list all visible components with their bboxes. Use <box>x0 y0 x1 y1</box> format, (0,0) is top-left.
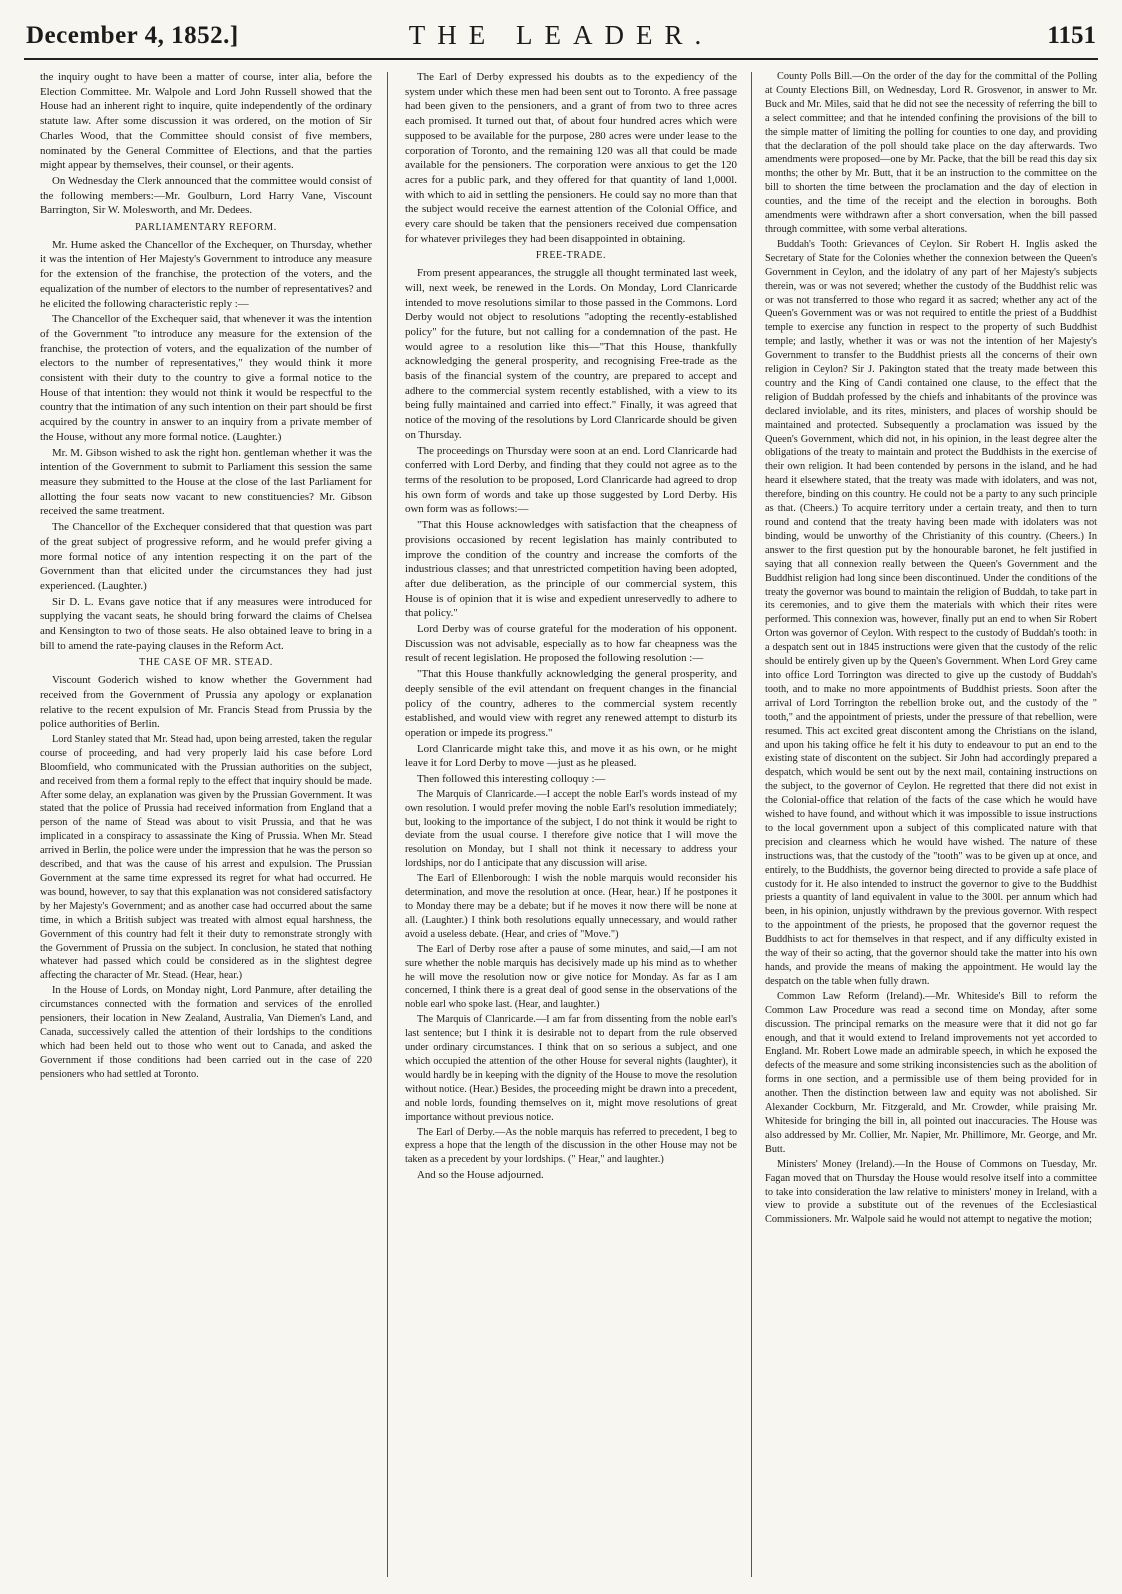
paragraph: Common Law Reform (Ireland).—Mr. Whiteside's Bill to reform the Common Law Procedure was read a second time on Monday, after some discussion. The principal remarks on the measure were that it did not go far enough, and that it would extend to Ireland improvements not yet accorded to England. Mr. Robert Lowe made an admirable speech, in which he exposed the defects of the measure and some striking inconsistencies such as the abolition of forms in one section, and a permissible use of them being provided for in another. Then the distinction between law and equity was not abolished. Sir Alexander Cockburn, Mr. Fitzgerald, and Mr. Crowder, while praising Mr. Whiteside for bringing the bill in, all pointed out inaccuracies. The House was also addressed by Mr. Collier, Mr. Napier, Mr. Phillimore, Mr. George, and Mr. Butt. <box>765 990 1097 1155</box>
paragraph: Viscount Goderich wished to know whether the Government had received from the Government of Prussia any apology or explanation relative to the recent expulsion of Mr. Francis Stead from Prussia by the police authorities of Berlin. <box>40 674 372 731</box>
paragraph: Sir D. L. Evans gave notice that if any measures were introduced for supplying the vacant seats, he should bring forward the claims of Chelsea and Kensington to two of those seats. He also obtained leave to bring in a bill to amend the rate-paying clauses in the Reform Act. <box>40 595 372 652</box>
paragraph: Mr. Hume asked the Chancellor of the Exchequer, on Thursday, whether it was the intention of Her Majesty's Government to introduce any measure for the extension of the franchise, the protection of the voters, and the equalization of the number of electors to the number of representatives? and he elicited the following characteristic reply :— <box>40 238 372 310</box>
quoted-resolution: "That this House thankfully acknowledging the general prosperity, and deeply sensible of the evil attendant on frequent changes in the financial policy of the country, adheres to the commercial system recently established, and would view with regret any renewed attempt to disturb its operation or impede its progress." <box>405 668 737 739</box>
paragraph: County Polls Bill.—On the order of the day for the committal of the Polling at County Elections Bill, on Wednesday, Lord R. Grosvenor, in answer to Mr. Buck and Mr. Miles, said that he did not see the necessity of referring the bill to a select committee; and that he intended confining the provisions of the bill to the simple matter of limiting the polling for counties to one day, and providing that the declaration of the poll should take place on the day afterwards. Two amendments were proposed—one by Mr. Packe, that the bill be read this day six months; the other by Mr. Butt, that it be an instruction to the committee on the bill to shorten the time between the proclamation and the day of election in counties, and the time of the receipt and the election in boroughs. Both amendments were withdrawn after a short conversation, when the bill passed through committee, with some verbal alterations. <box>765 71 1097 235</box>
page-number: 1151 <box>1047 22 1096 49</box>
issue-date: December 4, 1852.] <box>26 22 239 49</box>
paragraph: The Earl of Derby.—As the noble marquis has referred to precedent, I beg to express a hope that the length of the discussion in the other House may not be taken as a precedent by your lordships. (" Hear," and laughter.) <box>405 1126 737 1166</box>
newspaper-title: THE LEADER. <box>408 20 714 50</box>
column-1 <box>40 70 372 1582</box>
paragraph: the inquiry ought to have been a matter of course, inter alia, before the Election Committee. Mr. Walpole and Lord John Russell showed that the House had an inherent right to inquire, quite independently of the ordinary statute law. After some discussion it was ordered, on the motion of Sir Charles Wood, that the Committee should consist of five members, nominated by the General Committee of Elections, and that the parties might appear by themselves, their counsel, or their agents. <box>40 71 372 172</box>
column-3 <box>765 70 1097 1582</box>
paragraph: Ministers' Money (Ireland).—In the House of Commons on Tuesday, Mr. Fagan moved that on Thursday the House would resolve itself into a committee to take into consideration the law relative to ministers' money in Ireland, with a view to provide a substitute out of the revenues of the Ecclesiastical Commissioners. Mr. Walpole said he would not attempt to negative the motion; <box>765 1158 1097 1226</box>
paragraph: Lord Derby was of course grateful for the moderation of his opponent. Discussion was not advisable, especially as to how far cheapness was the result of recent legislation. He proposed the following resolution :— <box>405 623 737 665</box>
paragraph: On Wednesday the Clerk announced that the committee would consist of the following members:—Mr. Goulburn, Lord Harry Vane, Viscount Barrington, Sir W. Molesworth, and Mr. Dedees. <box>40 174 372 217</box>
paragraph: Buddah's Tooth: Grievances of Ceylon. Sir Robert H. Inglis asked the Secretary of State for the Colonies whether the connexion between the Queen's Government in Ceylon, and the idolatry of any part of her Majesty's subjects therein, was or was not severed; whether the custody of the Buddhist relic was or was not transferred to those who regard it as sacred; whether any act of the Queen's Government was or was not required to entitle the priest of a Buddhist temple to exercise any function in respect to the property of such Buddhist temple; and lastly, whether it was or was not the intention of her Majesty's Government to transfer to the Buddhist priests all the concerns of their own religion in Ceylon? Sir J. Pakington stated that the treaty made between this country and the King of Candi contained one clause, to the effect that the religion of Buddah professed by the chiefs and inhabitants of the province was declared inviolable, and its rites, ministers, and places of worship should be maintained and protected. Subsequently a proclamation was issued by the Queen's Government, which did not, in his opinion, in the least degree alter the obligations of the treaty to maintain and protect the Buddhists in the exercise of their own religion. It had been contended by persons in the island, and he had heard it elsewhere stated, that the treaty was made with idolaters, and was not, therefore, binding on this country. He could not be a party to any such principle as that. (Cheers.) To acquire territory under a certain treaty, and then to turn round and contend that the treaty having been made with idolaters was not binding, would be unworthy of the Christianity of this country. (Cheers.) In answer to the first question put by the honourable baronet, he felt justified in saying that all connexion really between the Queen's Government and the Buddhist religion had long since been discontinued. Under the conditions of the treaty the governor was bound to maintain the religion of Buddah, to take part in its ceremonies, and to give them the materials with which their rites were performed. This connexion was, however, finally put an end to when Sir Robert Orton was governor of Ceylon. With respect to the custody of Buddah's tooth: in a despatch sent out in 1845 instructions were given that the custody of the relic should be entirely given up by the Queen's Government. When Lord Grey came into office Lord Torrington was directed to give up the custody of Buddah's tooth, and to make no more appointments of Buddhist priests. Soon after the arrival of Lord Torrington the rebellion broke out, and the custody of the " tooth," and the appointment of priests, under the pressure of that rebellion, were resumed. This act excited great discontent among the Christians on the island, and upon his taking office he felt it his duty to endeavour to put an end to the existing state of discontent on the subject. Sir John had accordingly prepared a despatch, which would be sent out by the next mail, containing instructions on the subject, to the governor of Ceylon. He regretted that there did not exist in the Colonial-office that relation of the facts of the case which he would have wished to have found, and without which it was impossible to issue instructions to the local government upon a subject of this complicated nature with that precision and clearness which he would have wished. The nature of these instructions was, that the custody of the "tooth" was to be given up at once, and entirely, to the Buddhists, the governor being directed to provide a safe place of custody for it. He also intended to instruct the governor to give to the Buddhist priests a quantity of land equivalent in value to the 300l. per annum which had been, in his opinion, unjustly withdrawn by the previous governor. With respect to the appointment of the priests, he proposed that the governor request the Buddhists to act for themselves in that respect, and if any difficulty existed in the way of their so acting, that the governor should take the matter into his own hands, and provide the means of making the appointment. He would lay the despatch on the table when fully drawn. <box>765 238 1097 987</box>
paragraph: In the House of Lords, on Monday night, Lord Panmure, after detailing the circumstances connected with the formation and services of the enrolled pensioners, their location in New Zealand, Australia, Van Diemen's Land, and Canada, successively called the attention of their lordships to the conditions which had been held out to those who went out to Canada, and asked the Government if those conditions had been carried out in the case of 220 pensioners who had settled at Toronto. <box>40 985 372 1080</box>
paragraph: The proceedings on Thursday were soon at an end. Lord Clanricarde had conferred with Lord Derby, and finding that they could not agree as to the terms of the resolution to be proposed, Lord Clanricarde had agreed to drop his own form of words and take up those suggested by Lord Derby. His own form was as follows:— <box>405 444 737 516</box>
section-heading: FREE-TRADE. <box>535 250 607 262</box>
masthead <box>0 0 1122 66</box>
paragraph: The Earl of Derby rose after a pause of some minutes, and said,—I am not sure whether the noble marquis has decisively made up his mind as to whether he will move the resolution now or give notice for Monday. As far as I am concerned, I think there is a great deal of good sense in the observations of the noble earl who spoke last. (Hear, and laughter.) <box>405 943 737 1011</box>
paragraph: The Chancellor of the Exchequer considered that that question was part of the great subject of progressive reform, and he would prefer giving a more formal notice of any intention respecting it on the part of the Government than that elicited under the circumstances they had just experienced. (Laughter.) <box>40 521 372 592</box>
paragraph: The Earl of Ellenborough: I wish the noble marquis would reconsider his determination, and move the resolution at once. (Hear, hear.) If he postpones it to Monday there may be a debate; but if he moves it now there will be none at all. (Laughter.) I think both resolutions equally unnecessary, and would rather avoid a useless debate. (Hear, and cries of "Move.") <box>405 873 737 940</box>
paragraph: And so the House adjourned. <box>417 1169 544 1182</box>
paragraph: The Earl of Derby expressed his doubts as to the expediency of the system under which these men had been sent out to Toronto. A free passage had been given to the pensioners, and a grant of from two to three acres each promised. It turned out that, of about four hundred acres which were supposed to be available for the purpose, 280 acres were under lease to the corporation of Toronto, and the remaining 120 was all that could be made available for the pensioners. The corporation were anxious to get the 120 acres for a public park, and they offered for that quantity of land 1,000l. with which to aid in settling the pensioners. He could say no more than that the subject would receive the earnest attention of the Colonial Office, and every care should be taken that the pensioners received due compensation for whatever privileges they had been disappointed in obtaining. <box>405 71 737 245</box>
paragraph: Lord Clanricarde might take this, and move it as his own, or he might leave it for Lord Derby to move —just as he pleased. <box>405 742 737 770</box>
paragraph: Then followed this interesting colloquy :— <box>417 773 606 786</box>
column-2 <box>405 70 737 1582</box>
column-divider <box>751 72 752 1577</box>
quoted-resolution: "That this House acknowledges with satisfaction that the cheapness of provisions occasioned by recent legislation has mainly contributed to improve the condition of the country and increase the comforts of the industrious classes; and that unrestricted competition having been adopted, after due deliberation, as the principle of our commercial system, this House is of opinion that it is wise and expedient unreservedly to adhere to that policy." <box>405 519 737 620</box>
section-heading: THE CASE OF MR. STEAD. <box>139 657 273 669</box>
section-heading: PARLIAMENTARY REFORM. <box>135 222 277 234</box>
paragraph: Lord Stanley stated that Mr. Stead had, upon being arrested, taken the regular course of proceeding, and had very properly laid his case before Lord Bloomfield, who communicated with the Prussian authorities on the subject, and received from them a formal reply to the effect that inquiry should be made. After some delay, an explanation was given by the Prussian Government. It was stated that the police of Prussia had received information from England that a person of the name of Stead was about to visit Prussia, and that he was implicated in a conspiracy to assassinate the King of Prussia. When Mr. Stead arrived in Berlin, the police were under the impression that he was the person so described, and that was the cause of his arrest and expulsion. The Prussian Government at the same time expressed its regret for what had occurred. He was bound, however, to say that this explanation was not considered satisfactory by her Majesty's Government; and as another case had occurred about the same time, in which a British subject was treated with almost equal harshness, the Government of this country had felt it their duty to remonstrate strongly with the Government of Prussia on the subject. In conclusion, he stated that nothing whatever had passed which could be considered as in the slightest degree affecting the character of Mr. Stead. (Hear, hear.) <box>40 733 372 982</box>
column-divider <box>387 72 388 1577</box>
paragraph: The Marquis of Clanricarde.—I am far from dissenting from the noble earl's last sentence; but I think it is desirable not to depart from the rule observed under ordinary circumstances. I think that on so serious a subject, and one which occupied the attention of the other House for several nights (laughter), it would hardly be in keeping with the dignity of the House to move the resolution without notice. (Hear.) Besides, the proceeding might be drawn into a precedent, and noble lords, founding themselves on it, might move resolutions of great importance without previous notice. <box>405 1014 737 1123</box>
paragraph: The Marquis of Clanricarde.—I accept the noble Earl's words instead of my own resolution. I would prefer moving the noble Earl's resolution immediately; but, looking to the importance of the subject, I do not think it would be right to deviate from the usual course. I therefore give notice that I will move the resolution on Monday, but I shall not think it necessary to address your lordships, nor do I anticipate that any discussion will arise. <box>405 788 737 870</box>
paragraph: From present appearances, the struggle all thought terminated last week, will, next week, be renewed in the Lords. On Monday, Lord Clanricarde intended to move resolutions similar to those passed in the Commons. Lord Derby would not object to resolutions "adopting the recently-established policy" for the future, but not calling for a condemnation of the past. He would agree to a resolution like this—"That this House, thankfully acknowledging the general prosperity, and recognising Free-trade as the basis of the financial system of the country, are prepared to accept and adhere to the commercial system recently established, with a view to its being fully maintained and carried into effect." Finally, it was agreed that notice of the moving of the resolutions by Lord Clanricarde should be given on Thursday. <box>405 267 737 441</box>
paragraph: The Chancellor of the Exchequer said, that whenever it was the intention of the Government "to introduce any measure for the extension of the franchise, the protection of voters, and the equalization of the number of electors to the number of representatives," they would think it more consistent with their duty to the country to give a formal notice to the House of that intention: they would not think it would be respectful to the country that the intimation of any such intention on their part should be first acquired by the country in answer to an inquiry from a private member of the House, without any more formal notice. (Laughter.) <box>40 313 372 443</box>
paragraph: Mr. M. Gibson wished to ask the right hon. gentleman whether it was the intention of the Government to submit to Parliament this session the same measure they submitted to the House at the close of the last Parliament for allotting the four seats now vacant to new constituencies? Mr. Gibson received the same treatment. <box>40 446 372 518</box>
header-rule <box>24 58 1098 60</box>
